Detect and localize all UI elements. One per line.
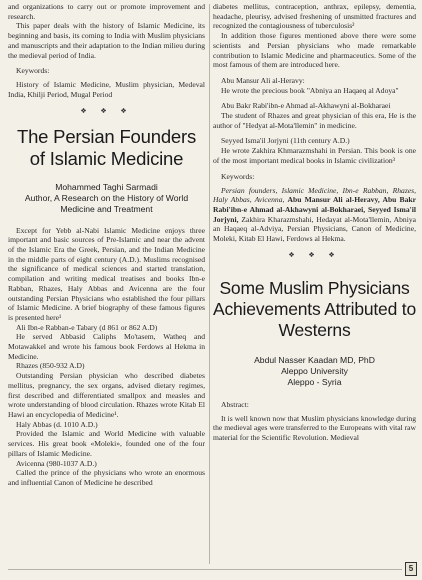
physician-heading: Ali Ibn-e Rabban-e Tabary (d 861 or 862 A.D) — [16, 322, 158, 332]
physician-heading: Rhazes (850-932 A.D) — [16, 361, 85, 371]
intro-paragraph-2: This paper deals with the history of Islamic Medicine, its beginning and basis, its coming to India with Muslim physicians and manuscripts and their adaptation to the Indian milieu during the medieval period of India. — [8, 21, 205, 60]
keywords-italic: Persian founders, Islamic Medicine, Ibn-e Rabban, Rhazes, Haly Abbas, Avicenna, — [213, 185, 416, 205]
author-affiliation: Aleppo University — [281, 365, 348, 376]
left-column — [8, 2, 205, 488]
physician-description: He wrote the precious book "Abniya an Haqaeq al Adoya" — [221, 85, 399, 95]
keywords-text: History of Islamic Medicine, Muslim physician, Medeval India, Khilji Period, Mugal Period — [8, 80, 205, 99]
intro-paragraph-1: and organizations to carry out or promote improvement and research. — [8, 2, 205, 21]
physician-heading: Avicenna (980-1037 A.D.) — [16, 458, 97, 468]
body-paragraph: Provided the Islamic and World Medicine with valuable services. His great book «Moleki», founded one of the four pillars of Islamic Medicine. — [8, 429, 205, 458]
abstract-label: Abstract: — [221, 399, 249, 409]
bottom-rule — [8, 569, 402, 570]
author-location: Aleppo - Syria — [287, 376, 342, 387]
abstract-text: It is well known now that Muslim physicians knowledge during the medieval ages were transferred to the Europeans with vital raw material for the Scientific Revolution. Medieval — [213, 413, 416, 443]
body-paragraph: He served Abbasid Caliphs Mo'tasem, Watheq and Motawakkel and wrote his famous book Ferdows al Hekma in Medicine. — [8, 332, 205, 361]
keywords-text — [213, 186, 416, 244]
keywords-bold: Abu Mansur Ali al-Heravy, Abu Bakr Rabi'ibn-e Ahmad al-Akhawyni al-Bokharaei, Seyyed Isma'il Jorjyni, — [213, 195, 417, 224]
physician-name: Seyyed Isma'il Jorjyni (11th century A.D.) — [221, 136, 350, 146]
body-paragraph: Except for Yebb al-Nabi Islamic Medicine enjoys three important and basic sources of Pre-Islamic and near the advent of the Islamic Era the Greek, Persian, and the Indian Medicine in the middle parts of eight century (A.D.). Muslims recognised the significance of medical sciences and started translation, compilation and writing medical treatises and books Ibn-e Rabban, Rhazes, Haly Abbas and Avicenna are the four outstanding Persian Physicians who established the four pillars of Islamic Medicine. A brief biography of these famous figures is presented here¹ — [8, 225, 205, 322]
body-paragraph: In addition those figures mentioned above there were some scientists and Persian physicians who made remarkable contribution to Islamic Medicine and pharmaceutics. Some of the most famous of them are introduced here. — [213, 31, 416, 70]
right-column — [213, 2, 416, 443]
physician-description: The student of Rhazes and great physician of this era, He is the author of "Hedyat al-Mota'llemin" in medicine. — [213, 111, 416, 130]
author-affiliation: Author, A Research on the History of World Medicine and Treatment — [24, 192, 189, 214]
article-title-muslim-physicians: Some Muslim Physicians Achievements Attributed to Westerns — [213, 277, 416, 340]
physician-name: Abu Mansur Ali al-Heravy: — [221, 75, 305, 85]
physician-description: He wrote Zakhira Khmarazmshahi in Persian. This book is one of the most important medical books in Islamic civilization³ — [213, 146, 416, 165]
page-number: 5 — [405, 562, 417, 576]
body-paragraph: Called the prince of the physicians who wrote an enormous and influential Canon of Medicine he described — [8, 468, 205, 487]
author-name: Abdul Nasser Kaadan MD, PhD — [254, 354, 375, 365]
article-title-persian-founders: The Persian Founders of Islamic Medicine — [16, 125, 197, 169]
body-paragraph: diabetes mellitus, contraception, anthrax, epilepsy, dementia, headache, pleurisy, advised freshening of unsmitted fractures and recognized the contagiousness of tuberculosis² — [213, 2, 416, 31]
column-divider — [209, 4, 210, 564]
keywords-rest: Zakhira Kharazmshahi, Hedayat al-Mota'llemin, Abniya an Haqaeq al-Adviya, Persian Physicians, Canon of Medicine, Moleki, Kitab El Hawi, Ferdows al Hekma. — [213, 214, 416, 244]
author-name: Mohammed Taghi Sarmadi — [55, 181, 158, 192]
physician-heading: Haly Abbas (d. 1010 A.D.) — [16, 419, 98, 429]
section-divider: ❖ ❖ ❖ — [80, 106, 133, 115]
section-divider: ❖ ❖ ❖ — [288, 250, 341, 259]
keywords-label: Keywords: — [16, 66, 50, 76]
physician-name: Abu Bakr Rabi'ibn-e Ahmad al-Akhawyni al-Bokharaei — [221, 101, 391, 111]
keywords-label: Keywords: — [221, 171, 255, 181]
body-paragraph: Outstanding Persian physician who described diabetes mellitus, pregnancy, the sex organs, advised dietary regimes, first described and differentiated smallpox and measles and wrote understanding of blood circulation. Rhazes wrote Kitab El Hawi an encyclopedia of Medicine¹. — [8, 371, 205, 419]
